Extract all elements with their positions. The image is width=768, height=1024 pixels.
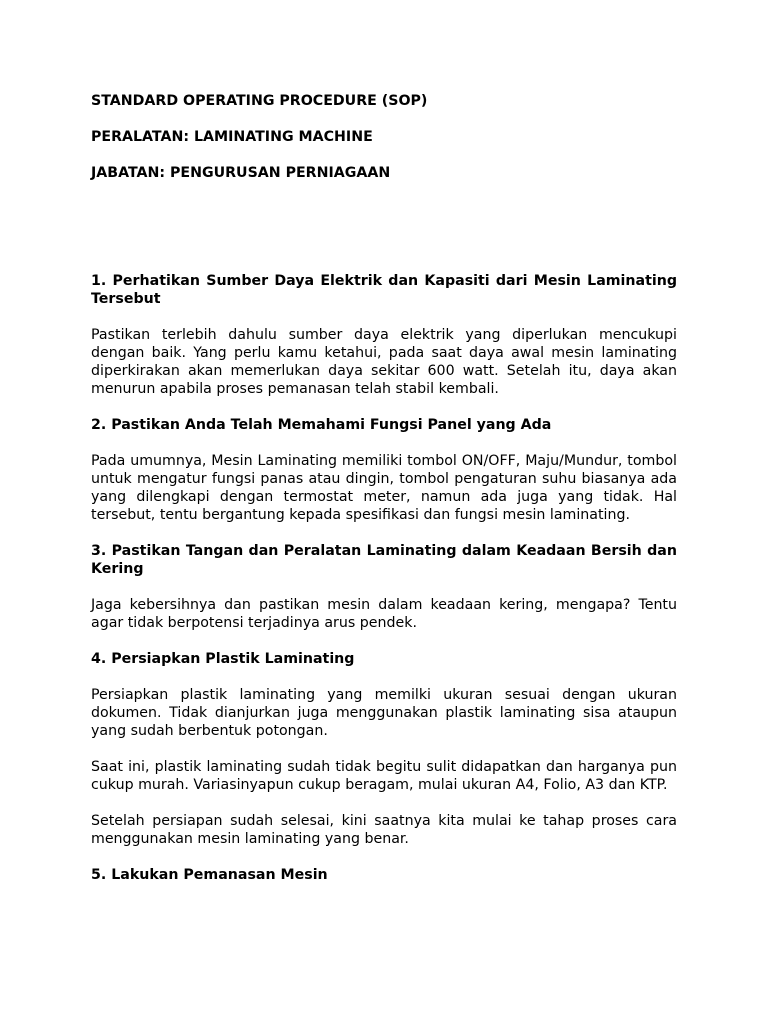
section-5	[91, 866, 677, 884]
section-title: 3. Pastikan Tangan dan Peralatan Laminating dalam Keadaan Bersih dan Kering	[91, 543, 677, 577]
paragraph: Jaga kebersihnya dan pastikan mesin dalam keadaan kering, mengapa? Tentu agar tidak berpotensi terjadinya arus pendek.	[91, 597, 677, 631]
section-2	[91, 416, 677, 524]
section-title: 5. Lakukan Pemanasan Mesin	[91, 867, 328, 883]
section-title: 1. Perhatikan Sumber Daya Elektrik dan Kapasiti dari Mesin Laminating Tersebut	[91, 273, 677, 307]
document-title: STANDARD OPERATING PROCEDURE (SOP)	[91, 93, 428, 109]
equipment-line: PERALATAN: LAMINATING MACHINE	[91, 129, 373, 145]
paragraph: Setelah persiapan sudah selesai, kini saatnya kita mulai ke tahap proses cara menggunakan mesin laminating yang benar.	[91, 813, 677, 847]
section-title: 4. Persiapkan Plastik Laminating	[91, 651, 355, 667]
paragraph: Pada umumnya, Mesin Laminating memiliki tombol ON/OFF, Maju/Mundur, tombol untuk mengatur fungsi panas atau dingin, tombol pengaturan suhu biasanya ada yang dilengkapi dengan termostat meter, namun ada juga yang tidak. Hal tersebut, tentu bergantung kepada spesifikasi dan fungsi mesin laminating.	[91, 453, 677, 523]
section-4	[91, 650, 677, 848]
document-page	[91, 92, 677, 902]
department-line: JABATAN: PENGURUSAN PERNIAGAAN	[91, 165, 391, 181]
section-title: 2. Pastikan Anda Telah Memahami Fungsi Panel yang Ada	[91, 417, 552, 433]
section-1	[91, 272, 677, 398]
paragraph: Saat ini, plastik laminating sudah tidak begitu sulit didapatkan dan harganya pun cukup murah. Variasinyapun cukup beragam, mulai ukuran A4, Folio, A3 dan KTP.	[91, 759, 677, 793]
paragraph: Pastikan terlebih dahulu sumber daya elektrik yang diperlukan mencukupi dengan baik. Yang perlu kamu ketahui, pada saat daya awal mesin laminating diperkirakan akan memerlukan daya sekitar 600 watt. Setelah itu, daya akan menurun apabila proses pemanasan telah stabil kembali.	[91, 327, 677, 397]
section-3	[91, 542, 677, 632]
paragraph: Persiapkan plastik laminating yang memilki ukuran sesuai dengan ukuran dokumen. Tidak dianjurkan juga menggunakan plastik laminating sisa ataupun yang sudah berbentuk potongan.	[91, 687, 677, 739]
